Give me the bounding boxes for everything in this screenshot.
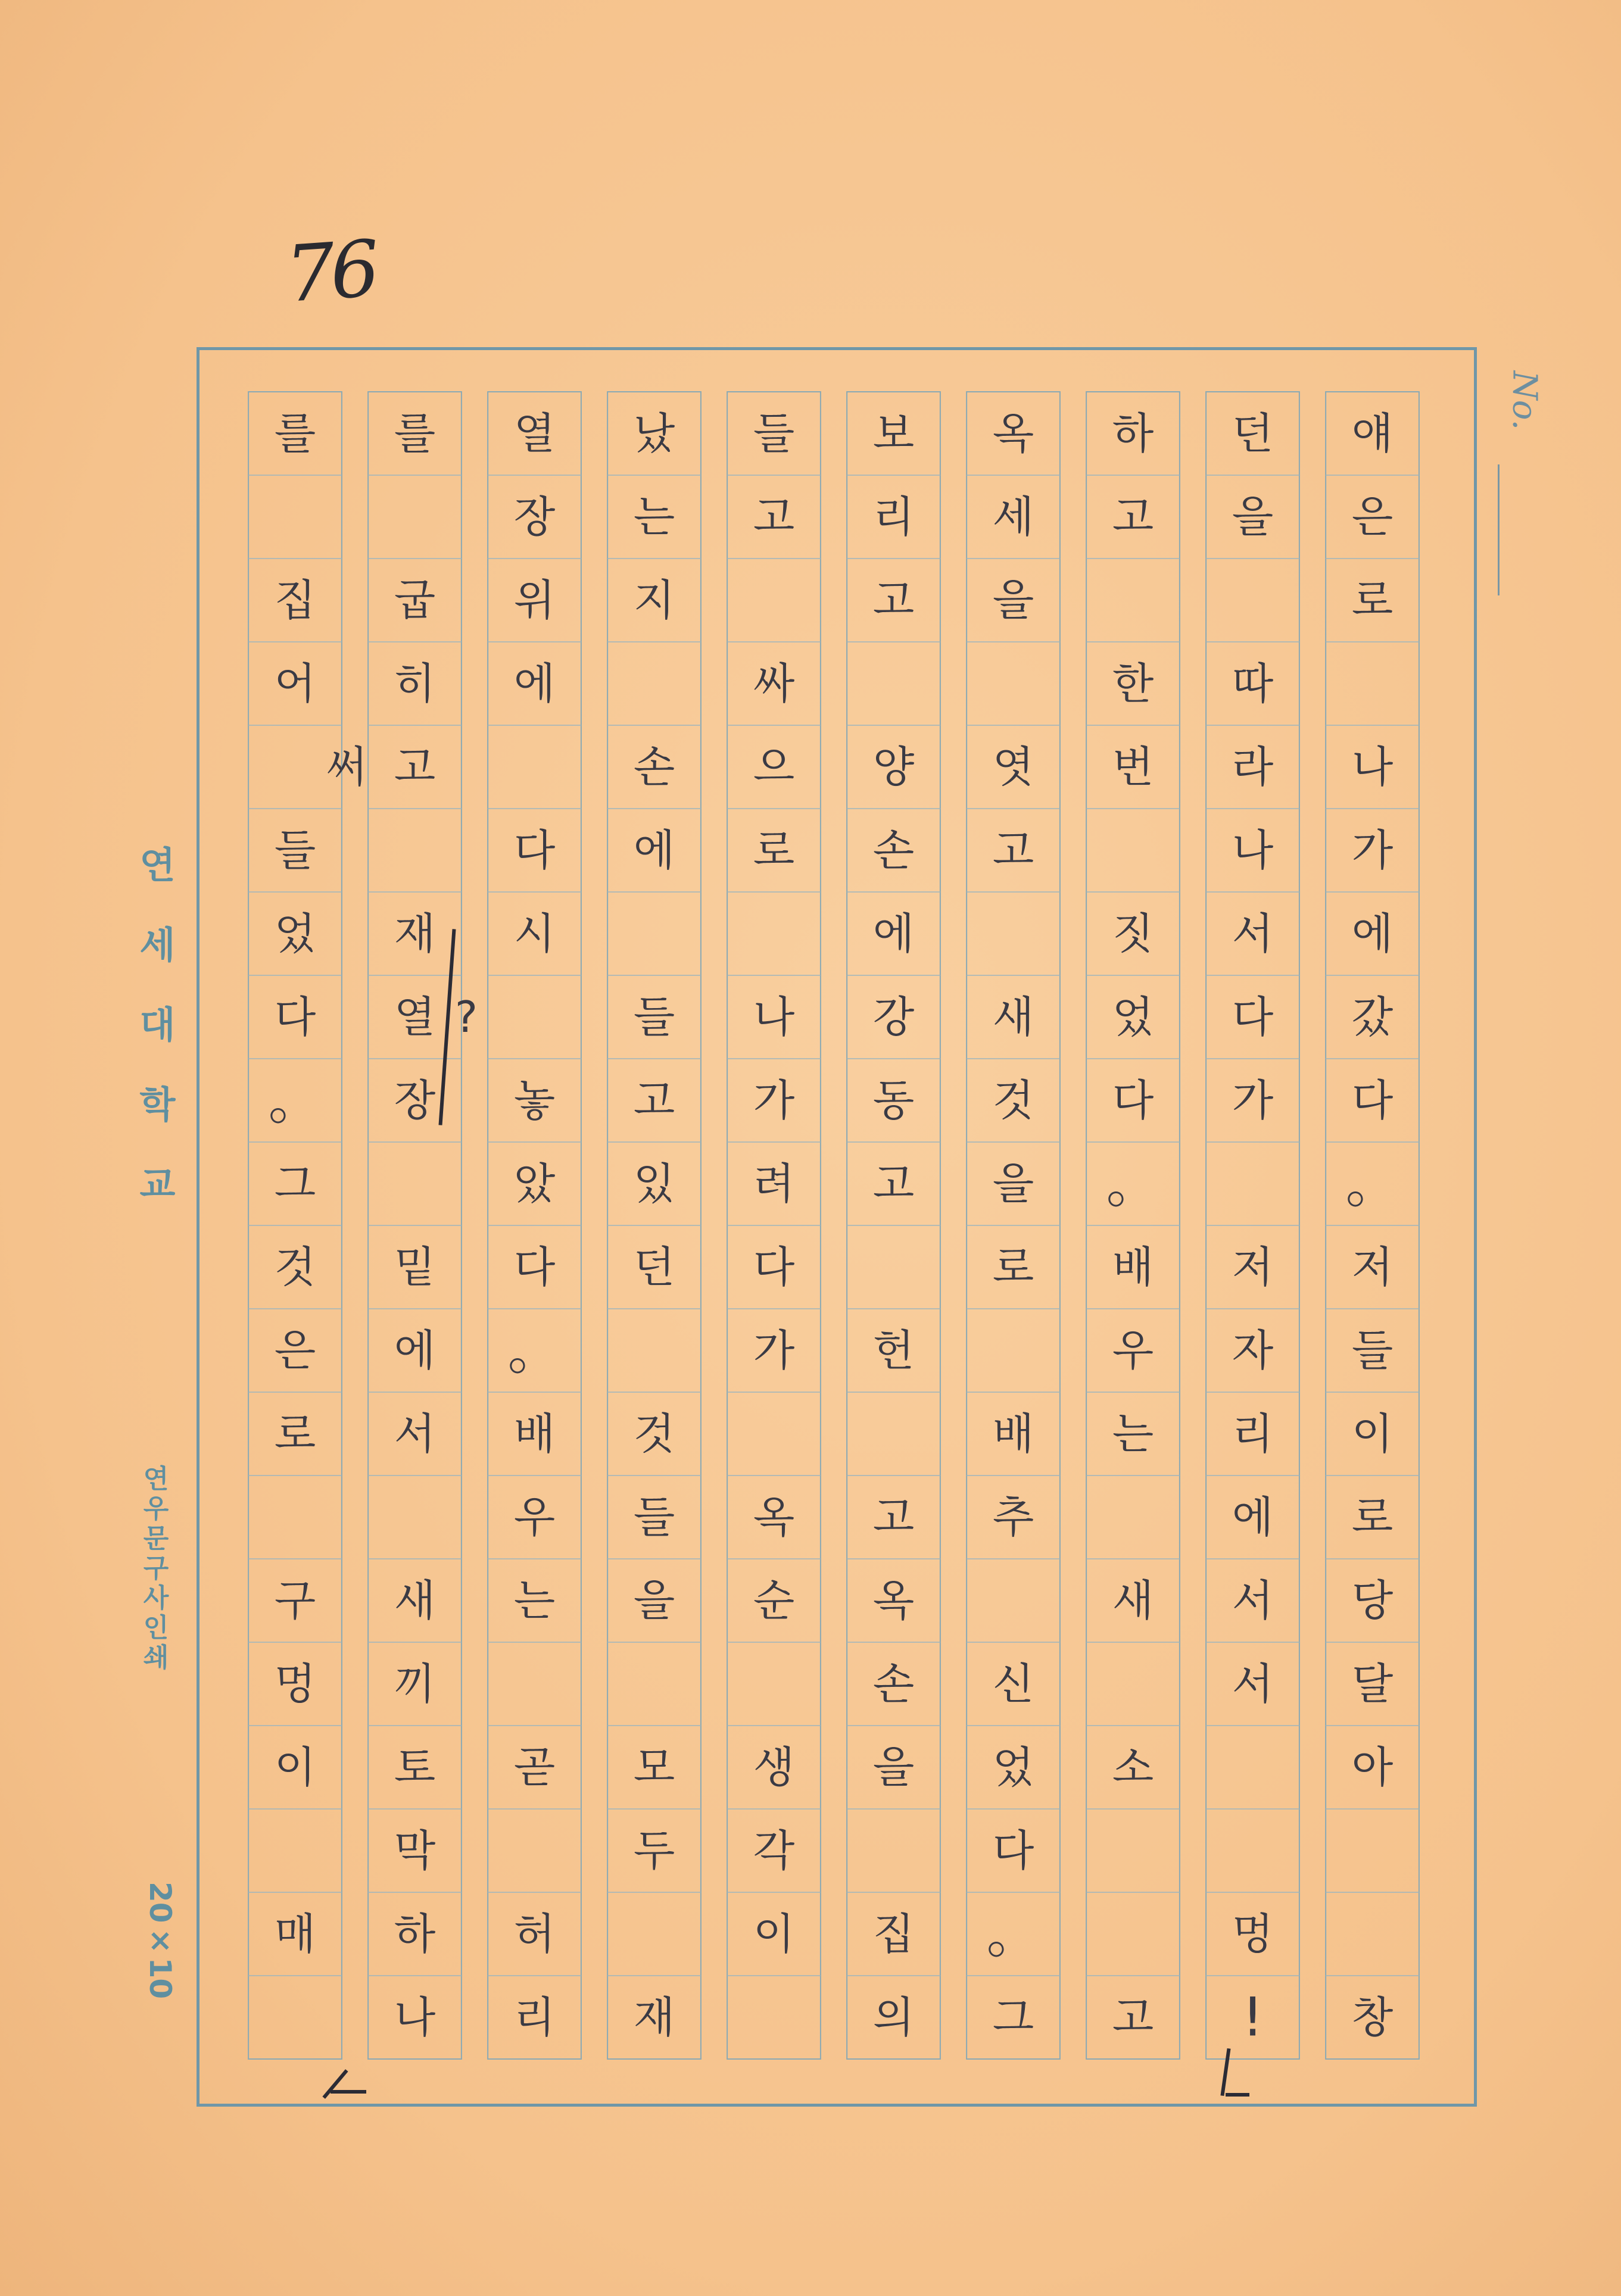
manuscript-character: 밑 — [394, 1242, 436, 1292]
manuscript-character: 고 — [1112, 1992, 1154, 2042]
manuscript-character: 다 — [1112, 1075, 1154, 1125]
manuscript-character: 열 — [394, 992, 436, 1042]
manuscript-character: 달 — [1351, 1659, 1394, 1709]
manuscript-character: 으 — [753, 742, 795, 792]
manuscript-character: 고 — [1112, 492, 1154, 542]
manuscript-character: 로 — [1351, 575, 1394, 625]
manuscript-character: 추 — [992, 1492, 1034, 1542]
manuscript-character: 시 — [513, 909, 556, 959]
margin-note: ? — [454, 992, 478, 1042]
manuscript-character: 。 — [268, 1069, 322, 1132]
manuscript-character: 가 — [1232, 1075, 1274, 1125]
manuscript-character: 로 — [274, 1409, 316, 1459]
manuscript-character: 로 — [1351, 1492, 1394, 1542]
manuscript-character: 。 — [986, 1902, 1040, 1966]
manuscript-character: 그 — [992, 1992, 1034, 2042]
manuscript-character: 세 — [992, 492, 1034, 542]
manuscript-character: 생 — [753, 1742, 795, 1792]
manuscript-character: 는 — [633, 492, 675, 542]
manuscript-character: 지 — [633, 575, 675, 625]
manuscript-character: 이 — [274, 1742, 316, 1792]
manuscript-character: 。 — [507, 1319, 562, 1382]
manuscript-character: 고 — [394, 742, 436, 792]
manuscript-character: ! — [1242, 1986, 1264, 2049]
manuscript-character: 고 — [872, 1159, 915, 1209]
manuscript-character: 집 — [872, 1909, 915, 1959]
manuscript-character: 나 — [753, 992, 795, 1042]
manuscript-character: 어 — [274, 659, 316, 709]
manuscript-character: 었 — [274, 909, 316, 959]
manuscript-character: 한 — [1112, 659, 1154, 709]
manuscript-character: 엿 — [992, 742, 1034, 792]
manuscript-grid — [199, 350, 1474, 2104]
manuscript-character: 것 — [633, 1409, 675, 1459]
manuscript-character: 우 — [1112, 1325, 1154, 1375]
manuscript-grid-frame — [197, 347, 1477, 2107]
manuscript-character: 배 — [513, 1409, 556, 1459]
manuscript-character: 에 — [394, 1325, 436, 1375]
manuscript-character: 얘 — [1351, 408, 1394, 458]
manuscript-character: 다 — [1351, 1075, 1394, 1125]
manuscript-character: 멍 — [274, 1659, 316, 1709]
manuscript-character: 장 — [513, 492, 556, 542]
manuscript-character: 은 — [1351, 492, 1394, 542]
margin-note: 써 — [326, 742, 367, 792]
manuscript-character: 자 — [1232, 1325, 1274, 1375]
manuscript-character: 구 — [274, 1576, 316, 1626]
manuscript-character: 났 — [633, 408, 675, 458]
manuscript-character: 옥 — [992, 408, 1034, 458]
manuscript-character: 보 — [872, 408, 915, 458]
manuscript-character: 새 — [394, 1576, 436, 1626]
manuscript-character: 다 — [274, 992, 316, 1042]
manuscript-character: 다 — [753, 1242, 795, 1292]
manuscript-character: 양 — [872, 742, 915, 792]
manuscript-character: 재 — [394, 909, 436, 959]
manuscript-character: 에 — [633, 825, 675, 875]
manuscript-character: 허 — [513, 1909, 556, 1959]
manuscript-character: 다 — [992, 1826, 1034, 1876]
manuscript-character: 들 — [633, 1492, 675, 1542]
manuscript-character: 토 — [394, 1742, 436, 1792]
insertion-mark — [1226, 2093, 1249, 2097]
manuscript-character: 각 — [753, 1826, 795, 1876]
manuscript-character: 열 — [513, 408, 556, 458]
manuscript-character: 。 — [1106, 1152, 1160, 1215]
page-number: 76 — [282, 223, 378, 320]
manuscript-character: 고 — [633, 1075, 675, 1125]
manuscript-character: 에 — [513, 659, 556, 709]
manuscript-character: 하 — [1112, 408, 1154, 458]
manuscript-character: 나 — [1232, 825, 1274, 875]
manuscript-character: 것 — [992, 1075, 1034, 1125]
manuscript-character: 가 — [753, 1325, 795, 1375]
manuscript-character: 멍 — [1232, 1909, 1274, 1959]
manuscript-character: 이 — [753, 1909, 795, 1959]
manuscript-character: 서 — [394, 1409, 436, 1459]
manuscript-character: 모 — [633, 1742, 675, 1792]
manuscript-character: 집 — [274, 575, 316, 625]
manuscript-character: 배 — [1112, 1242, 1154, 1292]
manuscript-character: 막 — [394, 1826, 436, 1876]
manuscript-character: 다 — [1232, 992, 1274, 1042]
manuscript-character: 놓 — [513, 1075, 556, 1125]
manuscript-character: 다 — [513, 1242, 556, 1292]
manuscript-character: 던 — [633, 1242, 675, 1292]
printer-name: 연우문구사인쇄 — [138, 1465, 169, 1673]
manuscript-character: 들 — [274, 825, 316, 875]
manuscript-character: 에 — [872, 909, 915, 959]
manuscript-character: 었 — [992, 1742, 1034, 1792]
manuscript-character: 았 — [513, 1159, 556, 1209]
manuscript-character: 순 — [753, 1576, 795, 1626]
manuscript-character: 리 — [1232, 1409, 1274, 1459]
manuscript-character: 를 — [394, 408, 436, 458]
manuscript-character: 고 — [992, 825, 1034, 875]
manuscript-character: 새 — [1112, 1576, 1154, 1626]
manuscript-character: 리 — [513, 1992, 556, 2042]
manuscript-character: 는 — [513, 1576, 556, 1626]
manuscript-character: 들 — [753, 408, 795, 458]
manuscript-character: 옥 — [872, 1576, 915, 1626]
manuscript-character: 짓 — [1112, 909, 1154, 959]
manuscript-character: 로 — [992, 1242, 1034, 1292]
manuscript-character: 소 — [1112, 1742, 1154, 1792]
manuscript-character: 끼 — [394, 1659, 436, 1709]
manuscript-character: 번 — [1112, 742, 1154, 792]
manuscript-character: 의 — [872, 1992, 915, 2042]
manuscript-character: 고 — [753, 492, 795, 542]
manuscript-character: 헌 — [872, 1325, 915, 1375]
manuscript-character: 위 — [513, 575, 556, 625]
manuscript-character: 들 — [633, 992, 675, 1042]
insertion-mark — [331, 2090, 366, 2094]
manuscript-character: 가 — [753, 1075, 795, 1125]
manuscript-character: 두 — [633, 1826, 675, 1876]
manuscript-character: 서 — [1232, 1576, 1274, 1626]
manuscript-character: 따 — [1232, 659, 1274, 709]
manuscript-character: 새 — [992, 992, 1034, 1042]
manuscript-character: 동 — [872, 1075, 915, 1125]
manuscript-character: 이 — [1351, 1409, 1394, 1459]
manuscript-character: 하 — [394, 1909, 436, 1959]
manuscript-character: 려 — [753, 1159, 795, 1209]
manuscript-character: 로 — [753, 825, 795, 875]
manuscript-character: 손 — [872, 825, 915, 875]
manuscript-character: 저 — [1232, 1242, 1274, 1292]
manuscript-character: 었 — [1112, 992, 1154, 1042]
manuscript-character: 서 — [1232, 1659, 1274, 1709]
manuscript-character: 가 — [1351, 825, 1394, 875]
manuscript-character: 는 — [1112, 1409, 1154, 1459]
number-label: No. — [1505, 370, 1544, 430]
manuscript-character: 신 — [992, 1659, 1034, 1709]
manuscript-character: 배 — [992, 1409, 1034, 1459]
grid-size-label: 20×10 — [143, 1882, 177, 1999]
manuscript-character: 를 — [274, 408, 316, 458]
manuscript-character: 을 — [992, 575, 1034, 625]
manuscript-character: 히 — [394, 659, 436, 709]
manuscript-character: 에 — [1232, 1492, 1274, 1542]
manuscript-character: 라 — [1232, 742, 1274, 792]
manuscript-character: 들 — [1351, 1325, 1394, 1375]
manuscript-character: 재 — [633, 1992, 675, 2042]
manuscript-character: 당 — [1351, 1576, 1394, 1626]
manuscript-character: 싸 — [753, 659, 795, 709]
manuscript-character: 나 — [1351, 742, 1394, 792]
manuscript-character: 곧 — [513, 1742, 556, 1792]
manuscript-character: 。 — [1345, 1152, 1399, 1215]
manuscript-character: 강 — [872, 992, 915, 1042]
manuscript-character: 나 — [394, 1992, 436, 2042]
manuscript-character: 을 — [992, 1159, 1034, 1209]
manuscript-character: 것 — [274, 1242, 316, 1292]
manuscript-character: 리 — [872, 492, 915, 542]
manuscript-character: 저 — [1351, 1242, 1394, 1292]
manuscript-character: 을 — [872, 1742, 915, 1792]
manuscript-character: 굽 — [394, 575, 436, 625]
manuscript-character: 손 — [633, 742, 675, 792]
manuscript-character: 을 — [633, 1576, 675, 1626]
manuscript-character: 을 — [1232, 492, 1274, 542]
manuscript-character: 에 — [1351, 909, 1394, 959]
manuscript-character: 고 — [872, 1492, 915, 1542]
manuscript-character: 옥 — [753, 1492, 795, 1542]
manuscript-character: 우 — [513, 1492, 556, 1542]
manuscript-character: 창 — [1351, 1992, 1394, 2042]
manuscript-character: 갔 — [1351, 992, 1394, 1042]
manuscript-character: 그 — [274, 1159, 316, 1209]
manuscript-character: 고 — [872, 575, 915, 625]
university-name: 연세대학교 — [133, 846, 176, 1244]
manuscript-character: 있 — [633, 1159, 675, 1209]
manuscript-character: 던 — [1232, 408, 1274, 458]
manuscript-character: 매 — [274, 1909, 316, 1959]
manuscript-character: 아 — [1351, 1742, 1394, 1792]
manuscript-character: 다 — [513, 825, 556, 875]
manuscript-character: 손 — [872, 1659, 915, 1709]
manuscript-character: 은 — [274, 1325, 316, 1375]
manuscript-character: 장 — [394, 1075, 436, 1125]
number-field-line — [1498, 464, 1500, 595]
manuscript-character: 서 — [1232, 909, 1274, 959]
